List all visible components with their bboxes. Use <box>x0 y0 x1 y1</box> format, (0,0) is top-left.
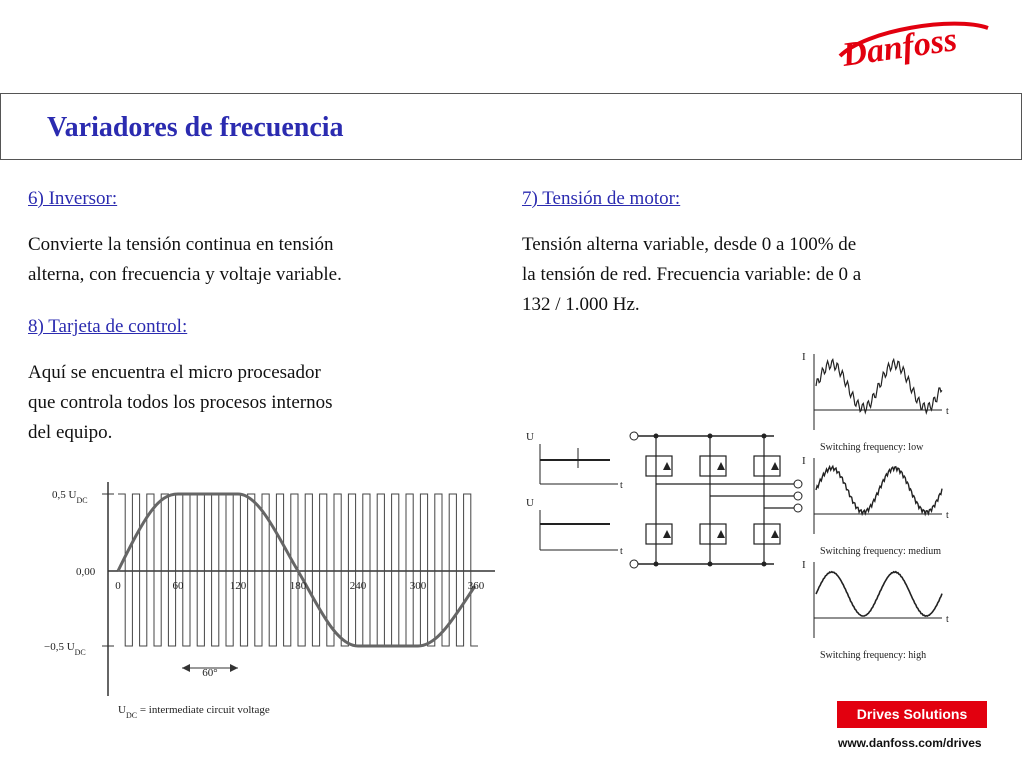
current-wave-medium <box>816 466 942 514</box>
switching-low-panel <box>802 351 949 453</box>
y-label-mid: 0,00 <box>76 566 96 578</box>
y-label-top: 0,5 U <box>52 489 77 501</box>
x-tick-label: 360 <box>467 580 485 592</box>
control-text <box>28 358 332 448</box>
drives-solutions-badge: Drives Solutions <box>837 701 987 728</box>
y-label-top-sub: DC <box>76 495 88 505</box>
switching-caption: Switching frequency: high <box>820 650 927 661</box>
x-tick-label: 300 <box>409 580 427 592</box>
x-tick-label: 240 <box>349 580 367 592</box>
svg-text:UDC = intermediate circuit vol <box>118 704 270 720</box>
t-label: t <box>946 510 949 521</box>
u-label: U <box>526 431 534 443</box>
inversor-text <box>28 230 342 290</box>
control-line: que controla todos los procesos internos <box>28 392 333 413</box>
x-tick-label: 180 <box>289 580 307 592</box>
i-label: I <box>802 559 806 571</box>
inversor-heading: 6) Inversor: <box>28 188 118 209</box>
caption-prefix: U <box>118 704 126 716</box>
inversor-line: Convierte la tensión continua en tensión <box>28 234 334 255</box>
interval-label: 60° <box>202 667 218 679</box>
page-title: Variadores de frecuencia <box>47 112 344 143</box>
svg-text:0,5 UDC <box>52 489 88 505</box>
x-tick-label: 60 <box>172 580 184 592</box>
t-label: t <box>620 480 623 491</box>
current-wave-low <box>816 360 942 413</box>
y-label-bottom-sub: DC <box>74 647 86 657</box>
u-label: U <box>526 497 534 509</box>
motor-line: Tensión alterna variable, desde 0 a 100% de <box>522 234 857 255</box>
danfoss-logo <box>836 16 992 80</box>
y-label-bottom: −0,5 U <box>44 641 75 653</box>
i-label: I <box>802 351 806 363</box>
motor-heading: 7) Tensión de motor: <box>522 188 681 209</box>
i-label: I <box>802 455 806 467</box>
control-line: del equipo. <box>28 422 113 443</box>
t-label: t <box>946 406 949 417</box>
pwm-waveform-figure <box>40 466 500 722</box>
motor-line: la tensión de red. Frecuencia variable: de 0 a <box>522 264 862 285</box>
control-line: Aquí se encuentra el micro procesador <box>28 362 321 383</box>
inverter-circuit-figure <box>524 426 808 574</box>
switching-high-panel <box>802 559 949 661</box>
caption-text: = intermediate circuit voltage <box>137 704 270 716</box>
website-url: www.danfoss.com/drives <box>838 736 982 750</box>
x-tick-label: 120 <box>229 580 247 592</box>
control-heading: 8) Tarjeta de control: <box>28 316 188 337</box>
caption-sub: DC <box>125 710 138 720</box>
motor-line: 132 / 1.000 Hz. <box>522 294 640 315</box>
fundamental-wave <box>118 494 475 646</box>
switching-medium-panel <box>802 455 949 557</box>
title-bar <box>0 93 1022 160</box>
switching-caption: Switching frequency: medium <box>820 546 942 557</box>
t-label: t <box>946 614 949 625</box>
inversor-line: alterna, con frecuencia y voltaje variable. <box>28 264 342 285</box>
switching-caption: Switching frequency: low <box>820 442 924 453</box>
t-label: t <box>620 546 623 557</box>
switching-frequency-figure <box>800 346 964 664</box>
svg-text:−0,5 UDC <box>44 641 86 657</box>
x-tick-label: 0 <box>115 580 121 592</box>
motor-text <box>522 230 861 320</box>
logo-text: Danfoss <box>839 21 960 74</box>
current-wave-high <box>816 572 942 617</box>
